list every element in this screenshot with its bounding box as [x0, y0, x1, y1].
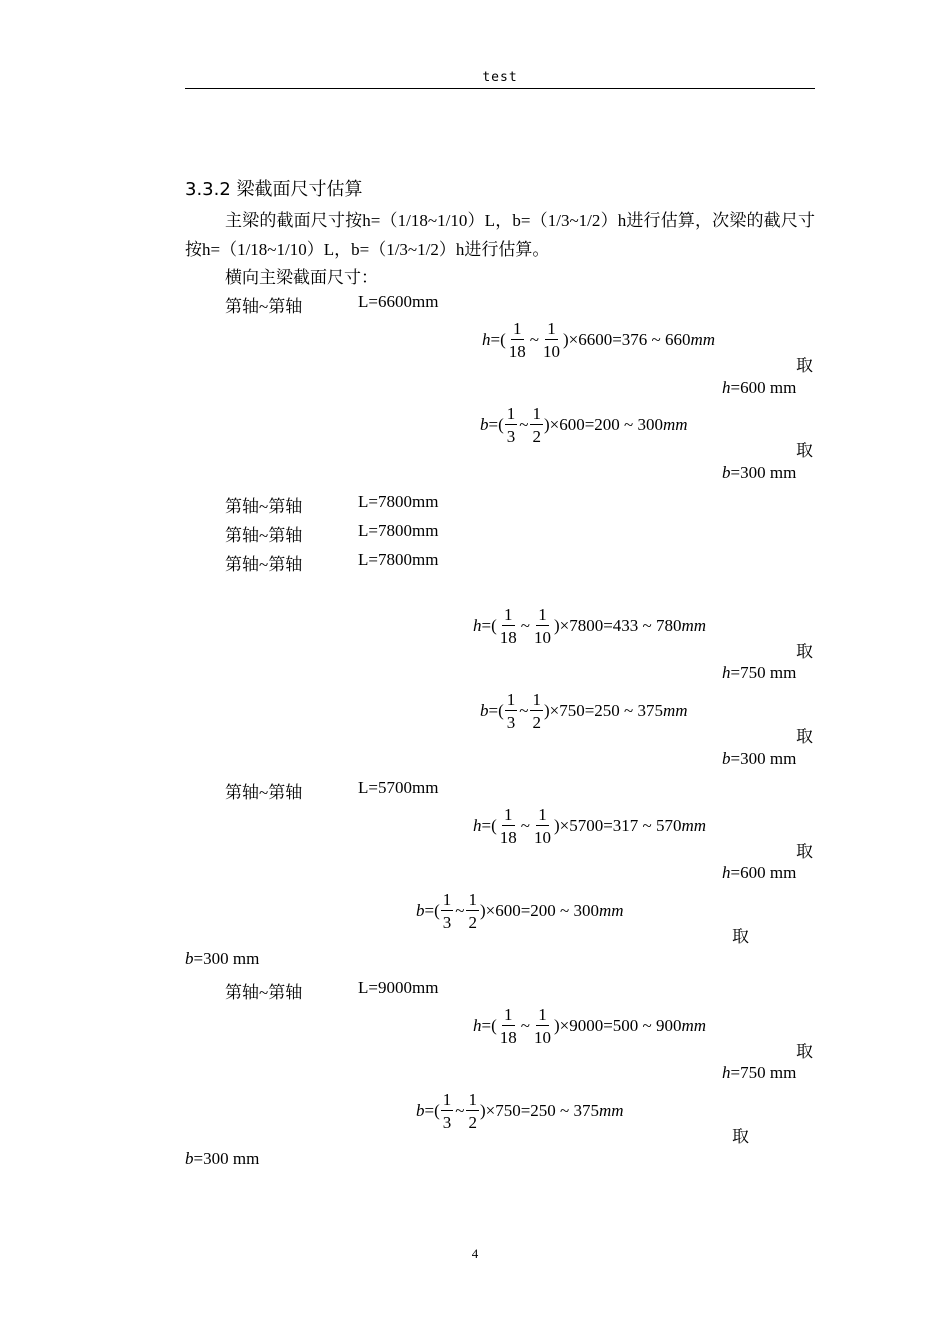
- axis-label: 第轴~第轴: [225, 297, 303, 316]
- subheading: 横向主梁截面尺寸：: [225, 268, 378, 287]
- span-length: L=7800mm: [358, 492, 439, 511]
- section-heading: [185, 175, 363, 201]
- page-number: 4: [471, 1246, 479, 1261]
- b-formula: b =( $\frac{1}{3}$ ~ $\frac{1}{2}$ )× 750 = 250 ~ 375 mm: [480, 690, 688, 732]
- axis-label: 第轴~第轴: [225, 555, 303, 574]
- h-formula: h =( $\frac{1}{18}$ ~ $\frac{1}{10}$ )× 5700 = 317 ~ 570 mm: [473, 805, 707, 847]
- b-formula: b =( $\frac{1}{3}$ ~ $\frac{1}{2}$ )× 600 = 200 ~ 300 mm: [480, 404, 688, 446]
- axis-label: 第轴~第轴: [225, 983, 303, 1002]
- h-formula: h =( $\frac{1}{18}$ ~ $\frac{1}{10}$ )× 7800 = 433 ~ 780 mm: [473, 605, 707, 647]
- axis-label: 第轴~第轴: [225, 526, 303, 545]
- span-length: L=9000mm: [358, 978, 439, 997]
- h-result: h=600 mm: [722, 378, 797, 397]
- b-formula: b =( $\frac{1}{3}$ ~ $\frac{1}{2}$ )× 600 = 200 ~ 300 mm: [416, 890, 624, 932]
- section-title: 梁截面尺寸估算: [236, 179, 363, 200]
- span-length: L=7800mm: [358, 550, 439, 569]
- take-label: 取: [732, 1127, 749, 1146]
- h-result: h=600 mm: [722, 863, 797, 882]
- take-label: 取: [796, 356, 813, 375]
- intro-paragraph: 主梁的截面尺寸按h=（1/18~1/10）L，b=（1/3~1/2）h进行估算，次梁的截尺寸按h=（1/18~1/10）L，b=（1/3~1/2）h进行估算。: [185, 211, 815, 259]
- take-label: 取: [796, 842, 813, 861]
- section-number: 3.3.2: [185, 179, 231, 200]
- page-header: test: [482, 70, 518, 85]
- h-result: h=750 mm: [722, 1063, 797, 1082]
- span-length: L=6600mm: [358, 292, 439, 311]
- b-formula: b =( $\frac{1}{3}$ ~ $\frac{1}{2}$ )× 750 = 250 ~ 375 mm: [416, 1090, 624, 1132]
- axis-label: 第轴~第轴: [225, 783, 303, 802]
- take-label: 取: [796, 1042, 813, 1061]
- take-label: 取: [732, 927, 749, 946]
- h-formula: h =( $\frac{1}{18}$ ~ $\frac{1}{10}$ )× 9000 = 500 ~ 900 mm: [473, 1005, 707, 1047]
- take-label: 取: [796, 642, 813, 661]
- h-formula: h =( $\frac{1}{18}$ ~ $\frac{1}{10}$ )× 6600 = 376 ~ 660 mm: [482, 319, 716, 361]
- b-result: b=300 mm: [185, 1149, 260, 1168]
- b-result: b=300 mm: [185, 949, 260, 968]
- b-result: b=300 mm: [722, 463, 797, 482]
- axis-label: 第轴~第轴: [225, 497, 303, 516]
- header-rule: [185, 88, 815, 89]
- take-label: 取: [796, 727, 813, 746]
- span-length: L=5700mm: [358, 778, 439, 797]
- b-result: b=300 mm: [722, 749, 797, 768]
- take-label: 取: [796, 441, 813, 460]
- h-result: h=750 mm: [722, 663, 797, 682]
- span-length: L=7800mm: [358, 521, 439, 540]
